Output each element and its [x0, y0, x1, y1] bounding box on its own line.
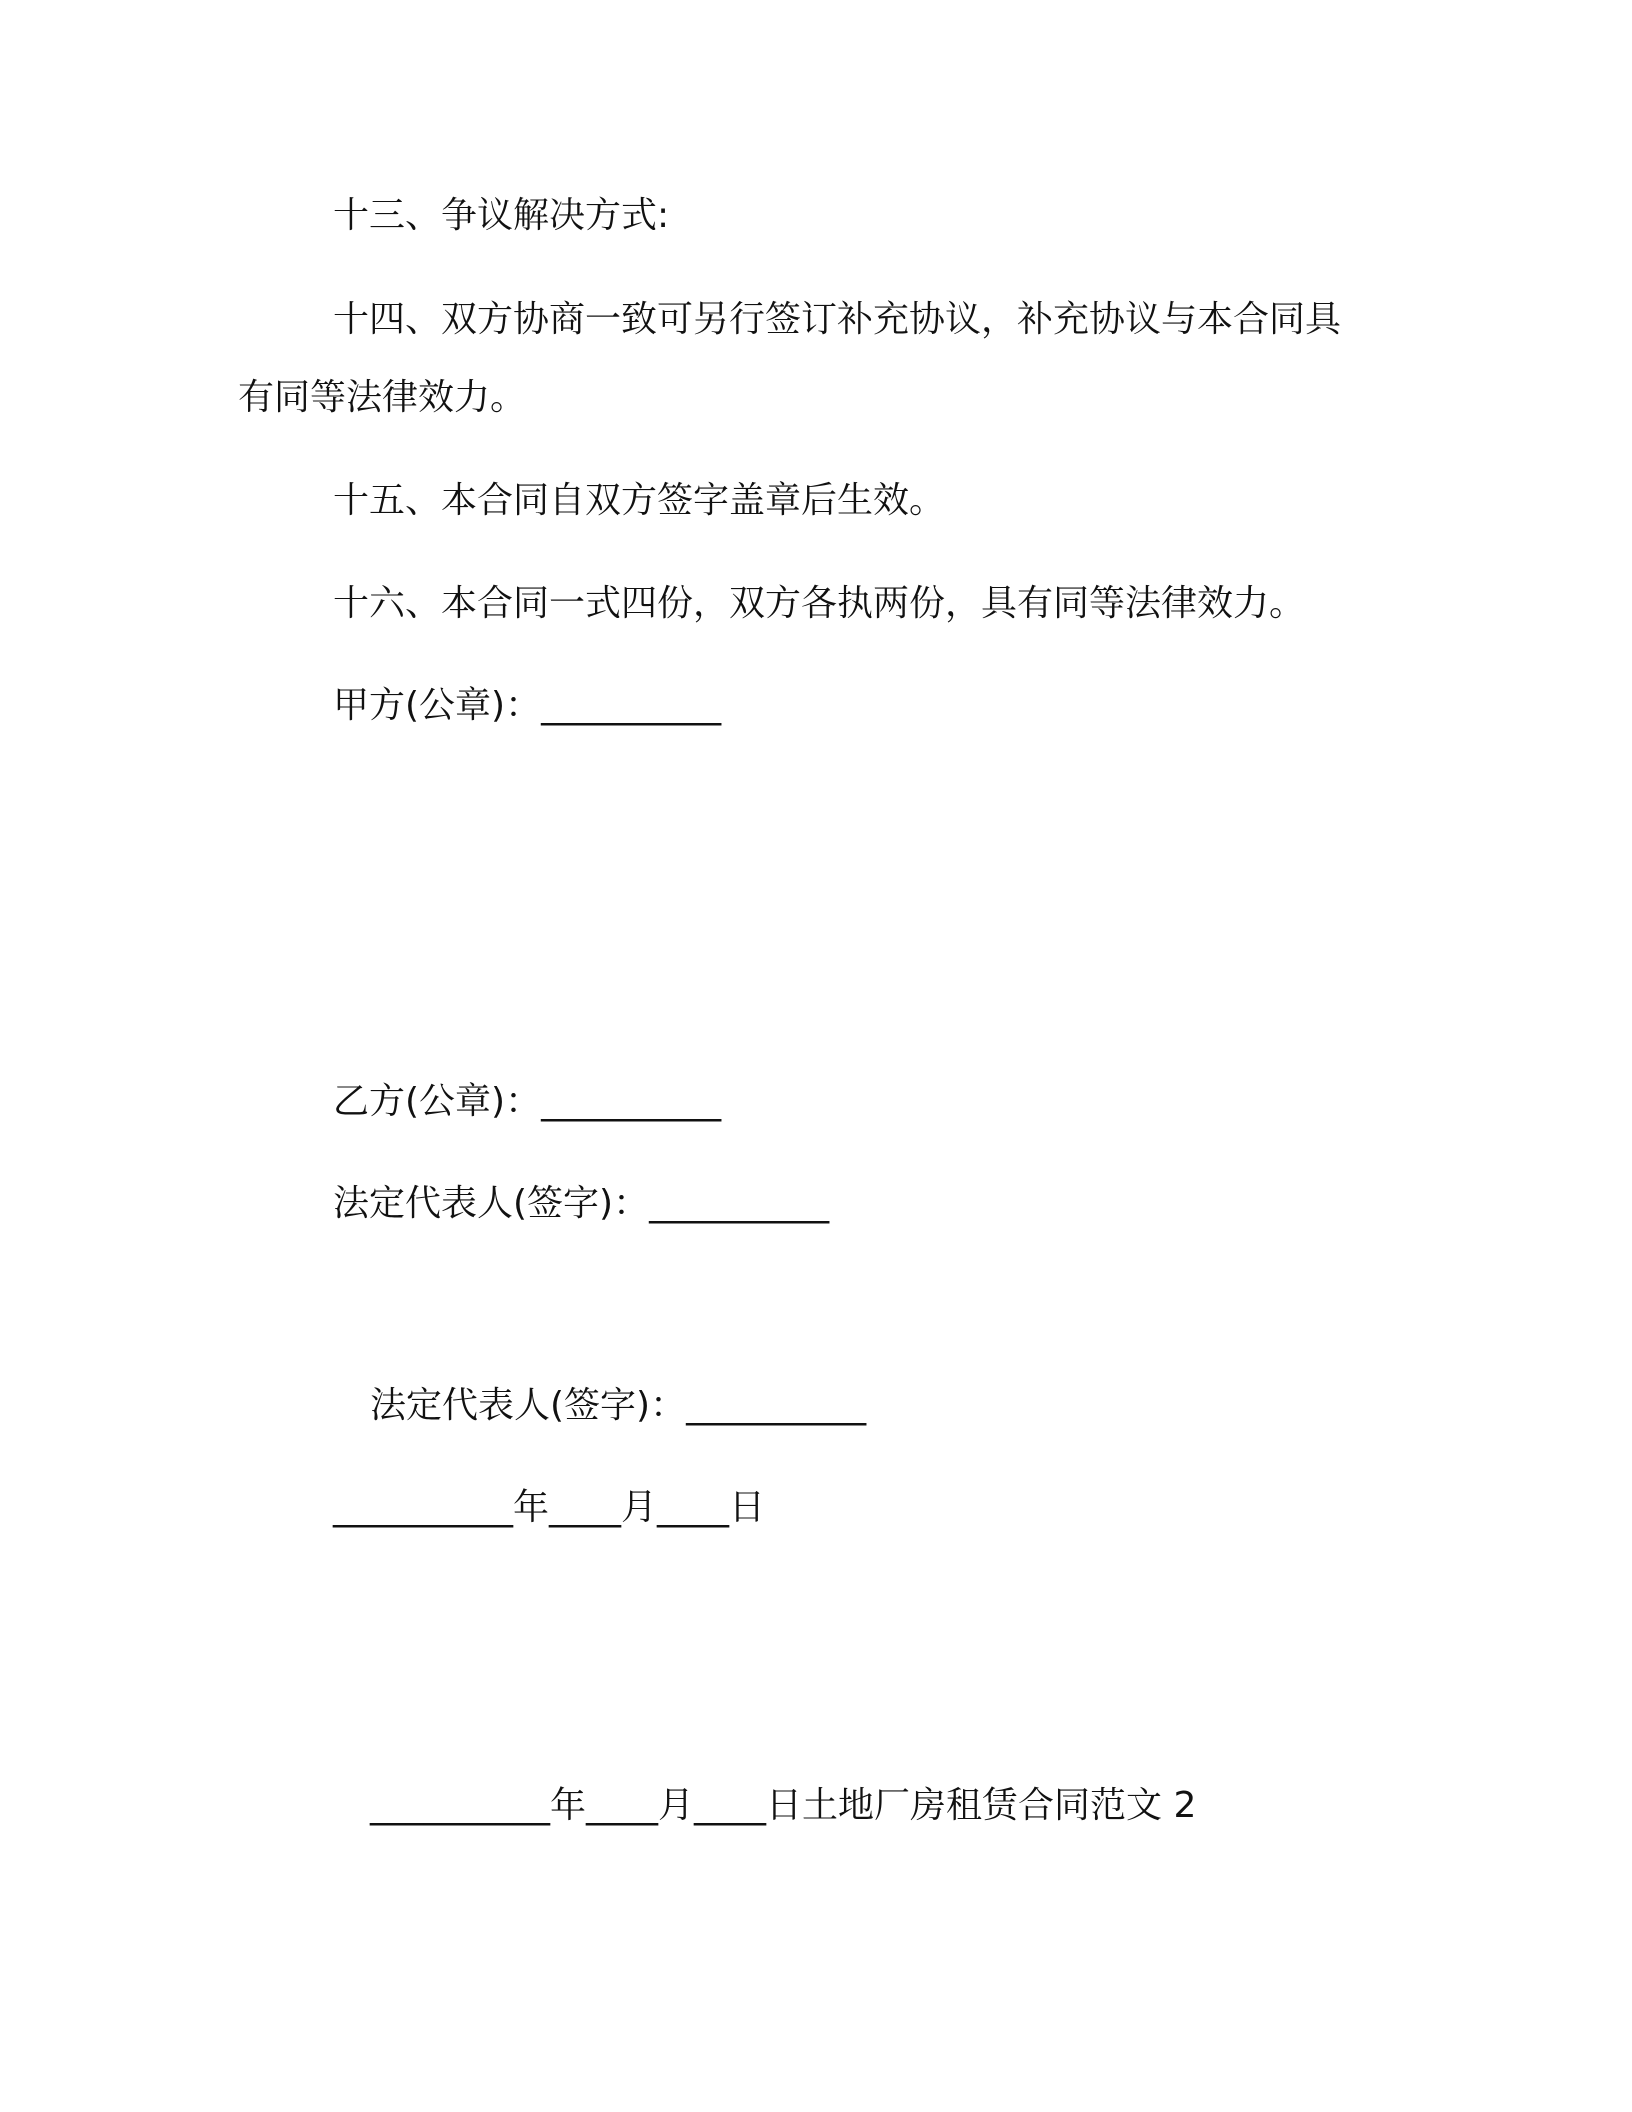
party-a-seal: 甲方(公章)：__________	[333, 685, 722, 726]
date-and-next-title: __________年____月____日土地厂房租赁合同范文 2	[370, 1785, 1197, 1826]
legal-representative-signature-1: 法定代表人(签字)：__________	[333, 1183, 830, 1224]
party-b-seal: 乙方(公章)：__________	[333, 1081, 722, 1122]
clause-16: 十六、本合同一式四份，双方各执两份，具有同等法律效力。	[333, 583, 1306, 624]
clause-15: 十五、本合同自双方签字盖章后生效。	[333, 480, 946, 521]
clause-13: 十三、争议解决方式:	[333, 195, 670, 236]
legal-representative-signature-2: 法定代表人(签字)：__________	[370, 1385, 867, 1426]
clause-14-line-2: 有同等法律效力。	[238, 377, 527, 418]
date-line: __________年____月____日	[333, 1487, 765, 1528]
clause-14-line-1: 十四、双方协商一致可另行签订补充协议，补充协议与本合同具	[333, 299, 1342, 340]
